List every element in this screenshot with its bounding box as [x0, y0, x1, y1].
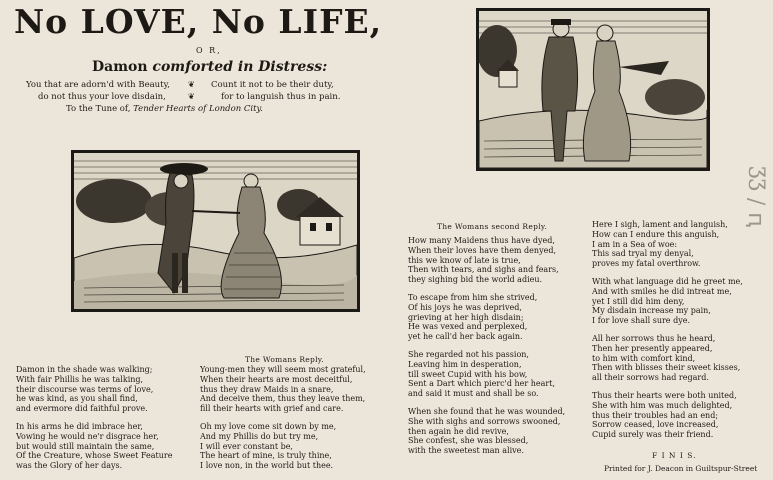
- verse-line: yet he call'd her back again.: [408, 332, 523, 342]
- verse-column-3: [408, 236, 565, 456]
- verse-line: I love non, in the world but thee.: [200, 461, 334, 471]
- ballad-title: No LOVE, No LIFE,: [14, 2, 383, 41]
- verse-line: With what language did he greet me,: [592, 276, 743, 286]
- verse-line: When their loves have them denyed,: [408, 245, 556, 255]
- womans-second-reply-heading: The Womans second Reply.: [437, 222, 548, 231]
- verse-line: but would still maintain the same,: [16, 441, 155, 451]
- verse-line: thus their troubles had an end;: [592, 410, 719, 420]
- printer-imprint: Printed for J. Deacon in Guiltspur-Street: [604, 464, 758, 473]
- verse-line: to him with comfort kind,: [592, 353, 696, 363]
- verse-line: Damon in the shade was walking;: [16, 365, 153, 374]
- verse-line: Oh my love come sit down by me,: [200, 421, 337, 431]
- verse-line: thus they draw Maids in a snare,: [200, 384, 334, 394]
- verse-line: grieving at her high disdain;: [408, 312, 524, 322]
- verse-line: with the sweetest man alive.: [408, 446, 524, 456]
- tune-name: Tender Hearts of London City.: [133, 104, 263, 114]
- verse-line: She with him was much delighted,: [592, 400, 733, 410]
- verse-line: then again he did revive,: [408, 426, 509, 436]
- verse-line: She confest, she was blessed,: [408, 436, 529, 446]
- verse-line: Of his joys he was deprived,: [408, 302, 522, 312]
- verse-line: Sent a Dart which pierc'd her heart,: [408, 379, 556, 389]
- verse-line: How can I endure this anguish,: [592, 229, 720, 239]
- verse-line: and evermore did faithful prove.: [16, 404, 148, 414]
- or-label: O R,: [196, 46, 222, 55]
- womans-reply-heading: The Womans Reply.: [245, 355, 325, 364]
- subtitle-plain: Damon: [92, 59, 153, 75]
- verse-line: yet I still did him deny,: [592, 296, 685, 306]
- verse-line: This sad tryal my denyal,: [592, 249, 694, 259]
- verse-line: My disdain increase my pain,: [592, 306, 711, 316]
- verse-line: I will ever constant be,: [200, 441, 293, 451]
- subtitle-italic: comforted in Distress:: [152, 59, 328, 75]
- verse-line: Of the Creature, whose Sweet Feature: [16, 451, 173, 461]
- verse-line: Sorrow ceased, love increased,: [592, 420, 719, 430]
- verse-line: Then her presently appeared,: [592, 343, 713, 353]
- verse-line: proves my fatal overthrow.: [592, 259, 701, 269]
- verse-line: When she found that he was wounded,: [408, 406, 566, 416]
- verse-line: The heart of mine, is truly thine,: [200, 451, 332, 461]
- verse-line: this we know of late is true,: [408, 255, 521, 265]
- ornament-icon: ❦: [188, 92, 195, 101]
- margin-handwriting: ƷƷ / ԥ: [743, 166, 768, 228]
- ornament-icon: ❦: [188, 80, 195, 89]
- verse-line: In his arms he did imbrace her,: [16, 421, 143, 431]
- verse-line: To escape from him she strived,: [408, 292, 538, 302]
- verse-column-2: [200, 365, 366, 471]
- verse-line: Thus their hearts were both united,: [592, 390, 737, 400]
- verse-line: Here I sigh, lament and languish,: [592, 220, 728, 229]
- verse-line: and said it must and shall be so.: [408, 389, 539, 399]
- woodcut-couple-walking: [476, 8, 710, 171]
- tune-prefix: To the Tune of,: [66, 104, 134, 114]
- intro-right-1: Count it not to be their duty,: [211, 80, 334, 90]
- verse-column-4: [592, 220, 743, 440]
- ballad-subtitle: [92, 59, 327, 75]
- verse-line: Vowing he would ne'r disgrace her,: [16, 431, 159, 441]
- verse-line: their discourse was terms of love,: [16, 384, 154, 394]
- verse-line: was the Glory of her days.: [16, 461, 123, 471]
- woodcut-couple-landscape: [71, 150, 360, 312]
- verse-line: She with sighs and sorrows swooned,: [408, 416, 561, 426]
- verse-line: till sweet Cupid with his bow,: [408, 369, 528, 379]
- verse-line: Then with blisses their sweet kisses,: [592, 363, 741, 373]
- verse-line: All her sorrows thus he heard,: [592, 333, 716, 343]
- verse-column-1: [16, 365, 172, 471]
- finis-label: F I N I S.: [652, 451, 697, 460]
- intro-right-2: for to languish thus in pain.: [221, 92, 341, 102]
- verse-line: When their hearts are most deceitful,: [200, 374, 353, 384]
- verse-line: I am in a Sea of woe:: [592, 239, 678, 249]
- verse-line: I for love shall sure dye.: [592, 316, 690, 326]
- verse-line: Young-men they will seem most grateful,: [200, 365, 366, 374]
- verse-line: Cupid surely was their friend.: [592, 430, 714, 440]
- verse-line: they sighing bid the world adieu.: [408, 275, 543, 285]
- verse-line: She regarded not his passion,: [408, 349, 529, 359]
- verse-line: He was vexed and perplexed,: [408, 322, 528, 332]
- intro-left-1: You that are adorn'd with Beauty,: [26, 80, 170, 90]
- verse-line: Leaving him in desperation,: [408, 359, 522, 369]
- verse-line: How many Maidens thus have dyed,: [408, 236, 555, 245]
- verse-line: fill their hearts with grief and care.: [200, 404, 344, 414]
- tune-line: [66, 104, 263, 114]
- verse-line: he was kind, as you shall find,: [16, 394, 138, 404]
- verse-line: And deceive them, thus they leave them,: [200, 394, 366, 404]
- intro-left-2: do not thus your love disdain,: [38, 92, 166, 102]
- verse-line: all their sorrows had regard.: [592, 373, 709, 383]
- verse-line: And my Phillis do but try me,: [200, 431, 319, 441]
- verse-line: And with smiles he did intreat me,: [592, 286, 732, 296]
- verse-line: With fair Phillis he was talking,: [16, 374, 144, 384]
- verse-line: Then with tears, and sighs and fears,: [408, 265, 559, 275]
